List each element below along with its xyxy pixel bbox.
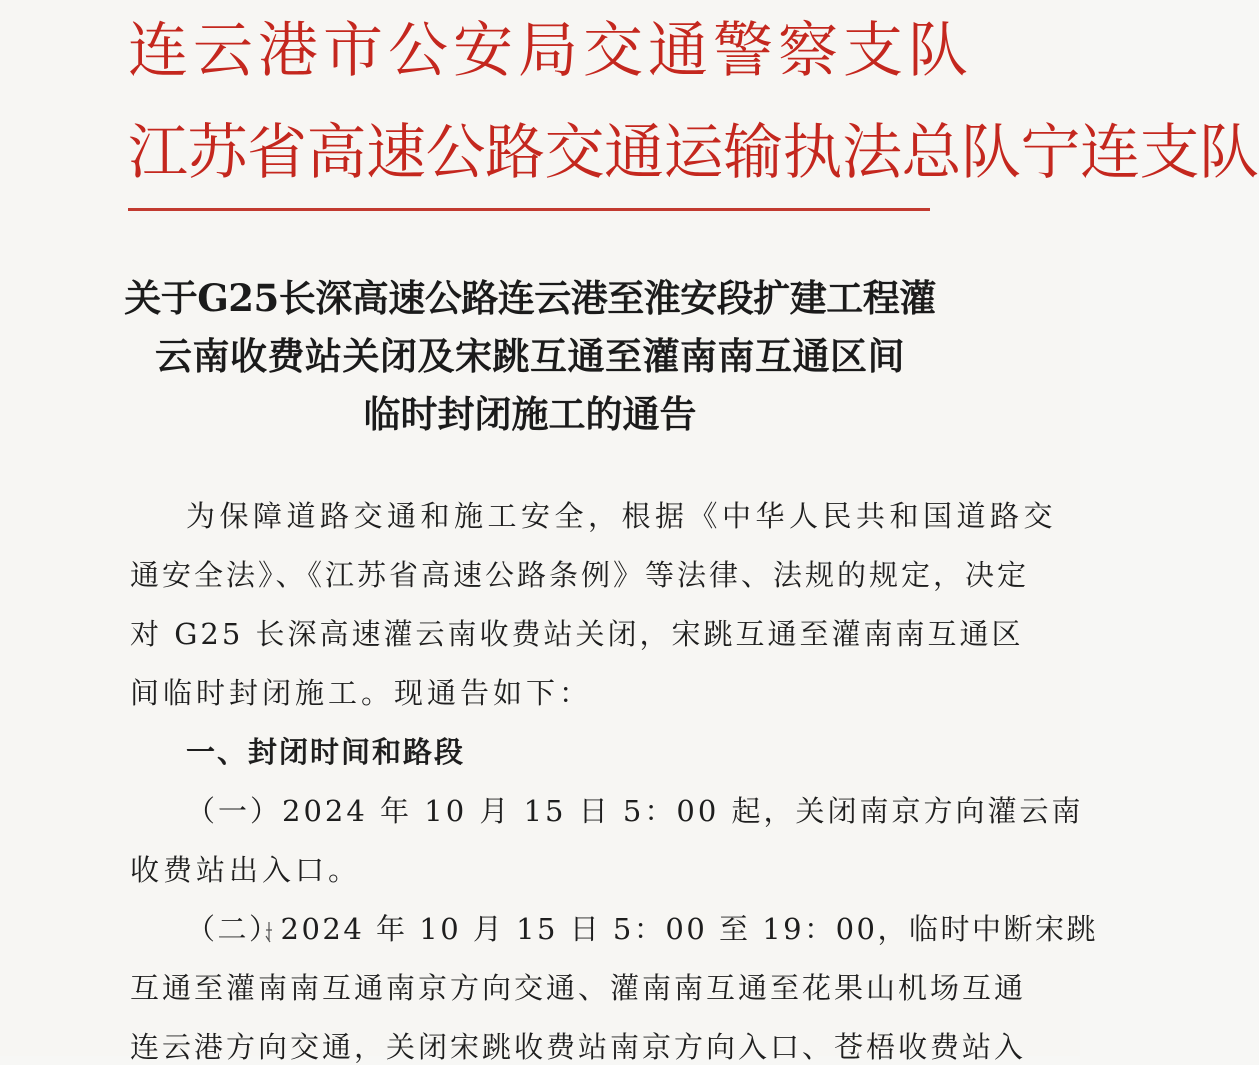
scan-speck-mark xyxy=(262,920,276,944)
item-2-line: （二）2024 年 10 月 15 日 5：00 至 19：00，临时中断宋跳 xyxy=(186,912,1099,946)
intro-paragraph-line: 为保障道路交通和施工安全，根据《中华人民共和国道路交 xyxy=(186,499,1058,533)
issuer-name-police: 连云港市公安局交通警察支队 xyxy=(128,16,973,86)
item-2-line: 连云港方向交通，关闭宋跳收费站南京方向入口、苍梧收费站入 xyxy=(130,1030,1027,1064)
issuer-name-highway-enforcement: 江苏省高速公路交通运输执法总队宁连支队 xyxy=(128,118,1259,188)
notice-title-line-2: 云南收费站关闭及宋跳互通至灌南南互通区间 xyxy=(155,334,905,378)
red-divider-line xyxy=(128,208,930,211)
intro-paragraph-line: 间临时封闭施工。现通告如下： xyxy=(130,676,593,710)
notice-title-line-1: 关于G25长深高速公路连云港至淮安段扩建工程灌 xyxy=(124,276,936,320)
intro-paragraph-line: 对 G25 长深高速灌云南收费站关闭，宋跳互通至灌南南互通区 xyxy=(130,617,1024,651)
item-1-line: 收费站出入口。 xyxy=(130,853,362,887)
item-1-line: （一）2024 年 10 月 15 日 5：00 起，关闭南京方向灌云南 xyxy=(186,794,1084,828)
item-2-line: 互通至灌南南互通南京方向交通、灌南南互通至花果山机场互通 xyxy=(130,971,1027,1005)
intro-paragraph-line: 通安全法》、《江苏省高速公路条例》等法律、法规的规定，决定 xyxy=(130,558,1030,592)
section-heading-closure-time: 一、封闭时间和路段 xyxy=(186,735,466,769)
notice-title-line-3: 临时封闭施工的通告 xyxy=(363,392,697,436)
